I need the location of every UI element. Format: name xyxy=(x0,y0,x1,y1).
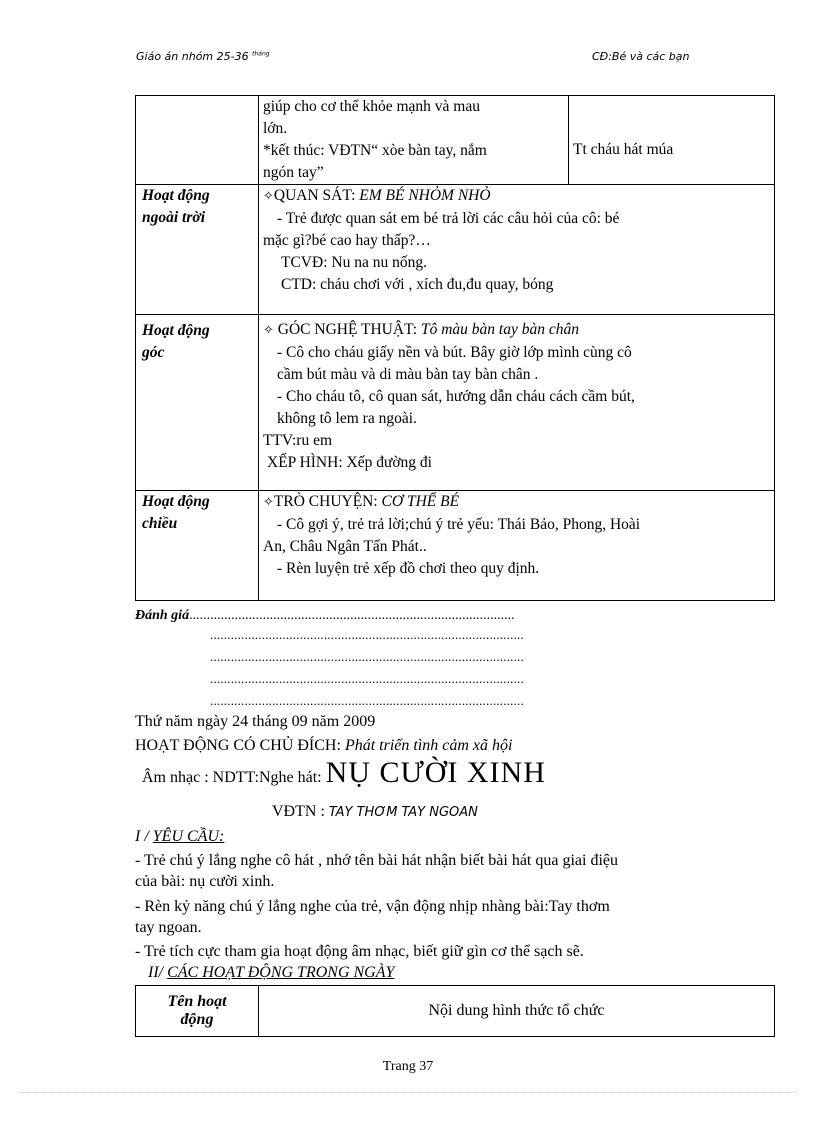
req-title: YÊU CẦU: xyxy=(152,828,225,845)
music-prefix: Âm nhạc : NDTT:Nghe hát: xyxy=(142,769,326,786)
table-row xyxy=(136,96,775,185)
label-cell xyxy=(136,315,259,491)
column-header xyxy=(136,986,259,1037)
label-cell xyxy=(136,185,259,315)
heading-title: CƠ THỂ BÉ xyxy=(381,493,460,510)
requirement-text: tay ngoan. xyxy=(135,919,202,936)
label-cell xyxy=(136,96,259,185)
label-line: Hoạt động xyxy=(142,187,210,204)
text-line: XẾP HÌNH: Xếp đường đi xyxy=(267,454,432,471)
sec2-title: CÁC HOẠT ĐỘNG TRONG NGÀY xyxy=(167,964,395,981)
dotted-line: ........................................................................................... xyxy=(210,693,524,708)
text-line: giúp cho cơ thể khỏe mạnh và mau xyxy=(263,98,480,115)
label-line: góc xyxy=(142,344,165,361)
header-left xyxy=(136,50,270,63)
header-right: CĐ:Bé và các bạn xyxy=(592,50,690,63)
label-cell xyxy=(136,491,259,601)
requirement-text: của bài: nụ cười xinh. xyxy=(135,873,275,890)
label-line: Hoạt động xyxy=(142,322,210,339)
label-line: ngoài trời xyxy=(142,209,206,226)
heading-title: EM BÉ NHỎM NHỎ xyxy=(359,187,491,204)
heading-prefix: TRÒ CHUYỆN: xyxy=(273,493,382,510)
content-cell xyxy=(259,185,775,315)
dotted-line: ........................................................................................... xyxy=(210,649,524,664)
requirement-text: - Trẻ chú ý lắng nghe cô hát , nhớ tên bài hát nhận biết bài hát qua giai điệu xyxy=(135,852,619,869)
text-line: - Trẻ được quan sát em bé trả lời các câu hỏi của cô: bé xyxy=(277,210,620,227)
evaluation-dots: ............................................................................................. xyxy=(189,608,515,623)
activity-prefix: HOẠT ĐỘNG CÓ CHỦ ĐÍCH: xyxy=(135,737,345,754)
label-line: chiều xyxy=(142,515,178,532)
text-line: *kết thúc: VĐTN“ xòe bàn tay, nắm xyxy=(263,142,487,159)
table-row xyxy=(136,491,775,601)
text-line: TCVĐ: Nu na nu nống. xyxy=(281,254,427,271)
text-line: - Cô cho cháu giấy nền và bút. Bây giờ lớp mình cùng cô xyxy=(277,344,632,361)
header-line: động xyxy=(180,1011,214,1028)
music-line xyxy=(142,756,792,789)
text-line: - Cô gợi ý, trẻ trả lời;chú ý trẻ yếu: Thái Bảo, Phong, Hoài xyxy=(277,516,641,533)
req-prefix: I / xyxy=(135,828,153,845)
date-line: Thứ năm ngày 24 tháng 09 năm 2009 xyxy=(135,713,376,730)
text-line: An, Châu Ngân Tấn Phát.. xyxy=(263,538,427,555)
activity-heading xyxy=(263,319,770,342)
requirements-heading xyxy=(135,826,785,847)
activity-heading xyxy=(263,491,770,514)
text-line: không tô lem ra ngoài. xyxy=(277,410,417,427)
header-line: Tên hoạt xyxy=(167,993,227,1010)
activities-table xyxy=(135,95,775,601)
header-left-text: Giáo án nhóm 25-36 xyxy=(136,50,249,63)
section2-heading xyxy=(148,962,798,983)
sec2-prefix: II/ xyxy=(148,964,168,981)
requirement-text: - Rèn kỷ năng chú ý lắng nghe của trẻ, vận động nhịp nhàng bài:Tay thơm xyxy=(135,898,610,915)
diamond-bullet-icon: ✧ xyxy=(263,323,274,338)
page-bottom-divider xyxy=(20,1092,796,1093)
vdtn-prefix: VĐTN : xyxy=(272,803,329,820)
text-line: CTD: cháu chơi với , xích đu,đu quay, bóng xyxy=(281,276,554,293)
text-line: - Cho cháu tô, cô quan sát, hướng dẫn cháu cách cầm bút, xyxy=(277,388,635,405)
dotted-line: ........................................................................................... xyxy=(210,627,524,642)
text-line: TTV:ru em xyxy=(263,432,333,449)
activity-title: Phát triển tình cảm xã hội xyxy=(344,737,513,754)
activity-heading xyxy=(263,185,770,208)
vdtn-line xyxy=(272,801,816,823)
diamond-bullet-icon: ✧ xyxy=(263,495,274,510)
page-number: Trang 37 xyxy=(382,1059,434,1074)
content-cell xyxy=(259,96,569,185)
diamond-bullet-icon: ✧ xyxy=(263,189,274,204)
table-header-row xyxy=(136,986,775,1037)
text-line: cầm bút màu và di màu bàn tay bàn chân . xyxy=(277,366,539,383)
vdtn-title: TAY THƠM TAY NGOAN xyxy=(328,805,478,820)
text-line: lớn. xyxy=(263,120,288,137)
text-line: - Rèn luyện trẻ xếp đồ chơi theo quy định. xyxy=(277,560,540,577)
song-title: NỤ CƯỜI XINH xyxy=(325,756,546,789)
table-row xyxy=(136,315,775,491)
text-line: ngón tay” xyxy=(263,164,324,181)
label-line: Hoạt động xyxy=(142,493,210,510)
dotted-line: ........................................................................................... xyxy=(210,671,524,686)
daily-activities-table xyxy=(135,985,775,1037)
column-header: Nội dung hình thức tổ chức xyxy=(259,986,775,1037)
evaluation-line xyxy=(135,605,515,626)
heading-title: Tô màu bàn tay bàn chân xyxy=(420,321,579,338)
content-cell xyxy=(259,491,775,601)
note-cell xyxy=(569,96,775,185)
content-cell xyxy=(259,315,775,491)
heading-prefix: GÓC NGHỆ THUẬT: xyxy=(277,321,421,338)
header-left-sup: tháng xyxy=(252,50,270,58)
table-row xyxy=(136,185,775,315)
note-text: Tt cháu hát múa xyxy=(573,141,674,158)
activity-title-line xyxy=(135,735,785,756)
text-line: mặc gì?bé cao hay thấp?… xyxy=(263,232,431,249)
requirement-text: - Trẻ tích cực tham gia hoạt động âm nhạc, biết giữ gìn cơ thể sạch sẽ. xyxy=(135,943,584,960)
heading-prefix: QUAN SÁT: xyxy=(273,187,360,204)
evaluation-title: Đánh giá xyxy=(135,608,190,623)
